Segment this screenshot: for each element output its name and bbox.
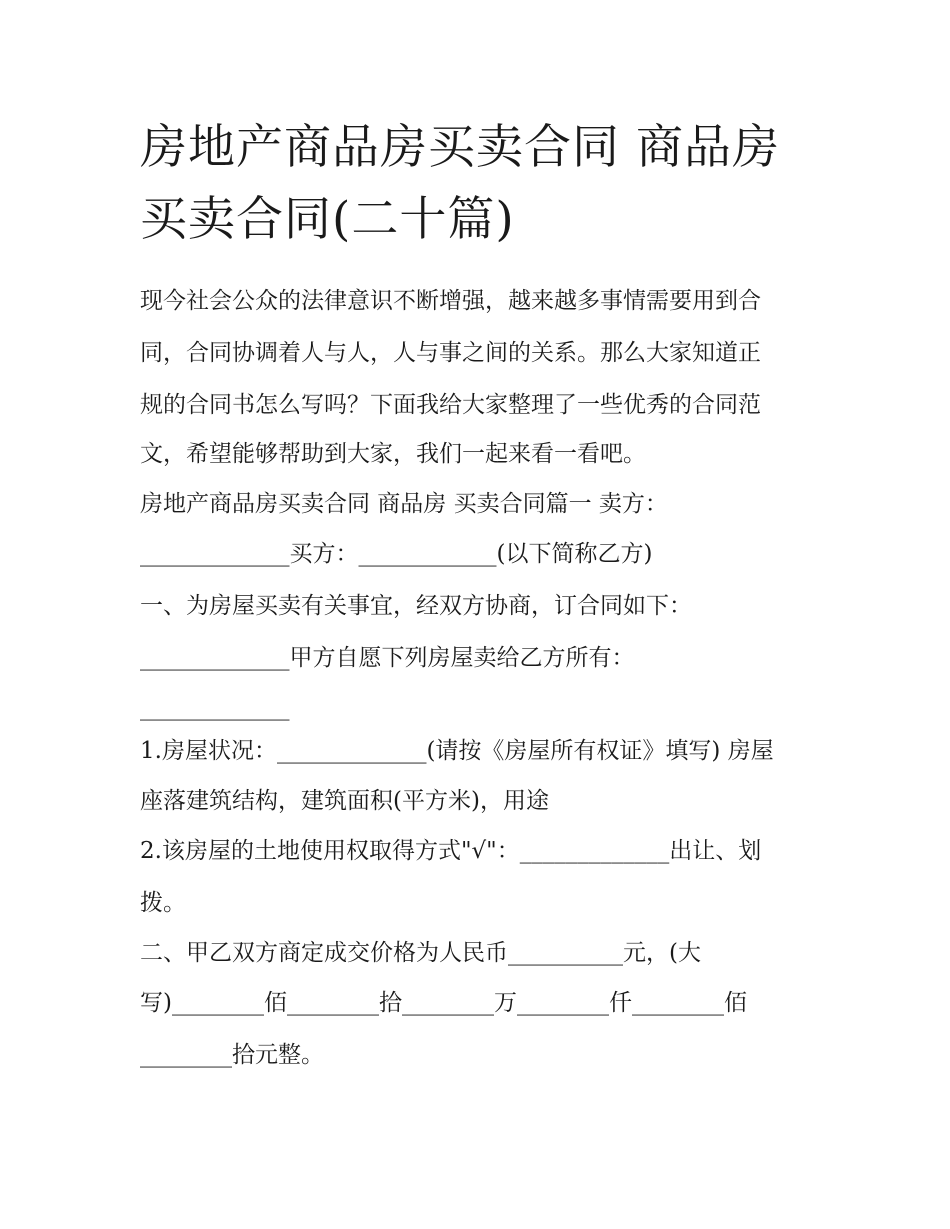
parties-line: _____________买方：____________(以下简称乙方)	[140, 541, 653, 567]
price-amount-line-end: ________拾元整。	[140, 1042, 324, 1068]
intro-line-4: 文，希望能够帮助到大家，我们一起来看一看吧。	[140, 441, 646, 467]
title-line-1: 房地产商品房买卖合同 商品房	[140, 120, 780, 175]
intro-line-3: 规的合同书怎么写吗？下面我给大家整理了一些优秀的合同范	[140, 392, 761, 418]
intro-line-2: 同，合同协调着人与人，人与事之间的关系。那么大家知道正	[140, 340, 761, 366]
land-use-line-cont: 拨。	[140, 890, 186, 916]
intro-line-1: 现今社会公众的法律意识不断增强，越来越多事情需要用到合	[140, 288, 761, 314]
clause-1-intro: 一、为房屋买卖有关事宜，经双方协商，订合同如下：	[140, 593, 692, 619]
price-clause-line: 二、甲乙双方商定成交价格为人民币__________元，(大	[140, 940, 701, 966]
title-line-2: 买卖合同(二十篇)	[140, 192, 515, 247]
price-amount-line: 写)________佰________拾________万________仟________佰	[140, 990, 747, 1016]
blank-line: _____________	[140, 695, 290, 721]
contract-heading-line: 房地产商品房买卖合同 商品房 买卖合同篇一 卖方：	[140, 491, 668, 517]
seller-agreement-line: _____________甲方自愿下列房屋卖给乙方所有：	[140, 645, 635, 671]
land-use-line: 2.该房屋的土地使用权取得方式"√"：_____________出让、划	[140, 838, 762, 864]
house-location-line: 座落建筑结构，建筑面积(平方米)，用途	[140, 788, 549, 814]
house-status-line: 1.房屋状况：_____________(请按《房屋所有权证》填写) 房屋	[140, 738, 774, 764]
document-title	[140, 112, 820, 256]
